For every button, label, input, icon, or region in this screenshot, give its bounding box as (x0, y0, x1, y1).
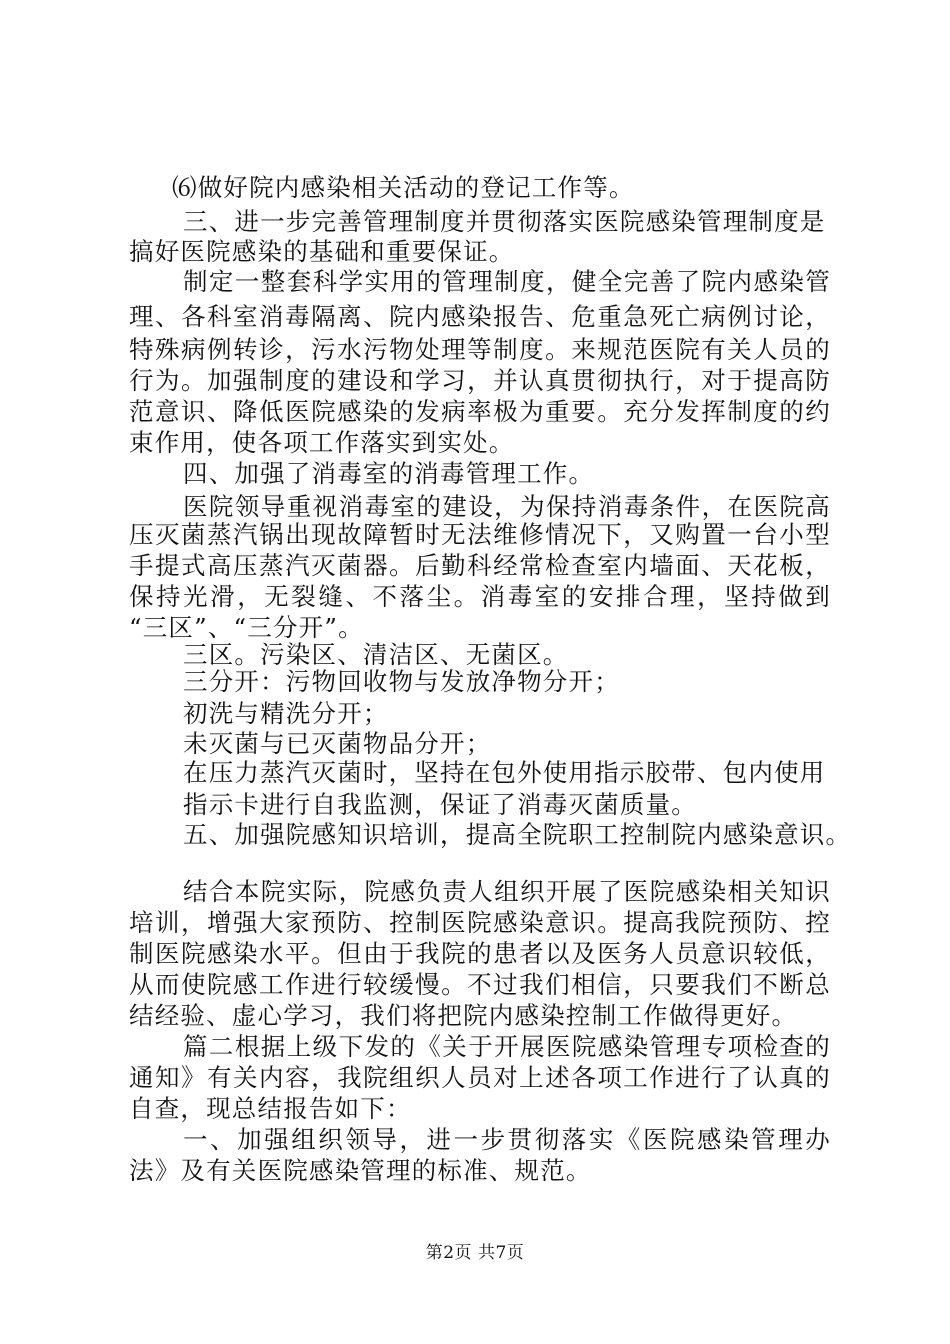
text-line: 三分开：污物回收物与发放净物分开； (183, 667, 620, 696)
text-line: ⑹做好院内感染相关活动的登记工作等。 (172, 173, 635, 202)
text-line: 理、各科室消毒隔离、院内感染报告、危重急死亡病例讨论， (129, 302, 831, 331)
text-line: 制医院感染水平。但由于我院的患者以及医务人员意识较低， (129, 939, 831, 968)
text-line: 五、加强院感知识培训，提高全院职工控制院内感染意识。 (183, 820, 852, 849)
page-footer: 第2页 共7页 (425, 1243, 525, 1263)
text-line: 在压力蒸汽灭菌时，坚持在包外使用指示胶带、包内使用 (183, 758, 826, 787)
text-line: 手提式高压蒸汽灭菌器。后勤科经常检查室内墙面、天花板， (129, 551, 831, 580)
text-line: 从而使院感工作进行较缓慢。不过我们相信，只要我们不断总 (129, 970, 831, 999)
text-line: 培训，增强大家预防、控制医院感染意识。提高我院预防、控 (129, 908, 831, 937)
text-line: 指示卡进行自我监测，保证了消毒灭菌质量。 (183, 790, 697, 819)
text-line: 通知》有关内容，我院组织人员对上述各项工作进行了认真的 (129, 1063, 831, 1092)
text-line: 法》及有关医院感染管理的标准、规范。 (129, 1156, 592, 1185)
text-line: 制定一整套科学实用的管理制度，健全完善了院内感染管 (183, 267, 831, 296)
text-line: 结经验、虚心学习，我们将把院内感染控制工作做得更好。 (129, 1001, 798, 1030)
text-line: 束作用，使各项工作落实到实处。 (129, 428, 515, 457)
text-line: 未灭菌与已灭菌物品分开； (183, 729, 492, 758)
text-line: 医院领导重视消毒室的建设，为保持消毒条件，在医院高 (183, 492, 831, 521)
text-line: 行为。加强制度的建设和学习，并认真贯彻执行，对于提高防 (129, 366, 831, 395)
text-line: 三区。污染区、清洁区、无菌区。 (183, 640, 569, 669)
text-line: 自查，现总结报告如下： (129, 1094, 412, 1123)
text-line: 范意识、降低医院感染的发病率极为重要。充分发挥制度的约 (129, 397, 831, 426)
text-line: 三、进一步完善管理制度并贯彻落实医院感染管理制度是 (183, 207, 826, 236)
text-line: 搞好医院感染的基础和重要保证。 (129, 237, 515, 266)
text-line: 压灭菌蒸汽锅出现故障暂时无法维修情况下，又购置一台小型 (129, 520, 831, 549)
text-line: 特殊病例转诊，污水污物处理等制度。来规范医院有关人员的 (129, 335, 831, 364)
text-line: 篇二根据上级下发的《关于开展医院感染管理专项检查的 (183, 1032, 831, 1061)
text-line: 四、加强了消毒室的消毒管理工作。 (183, 459, 595, 488)
text-line: 保持光滑，无裂缝、不落尘。消毒室的安排合理，坚持做到 (129, 582, 831, 611)
text-line: 结合本院实际，院感负责人组织开展了医院感染相关知识 (183, 877, 831, 906)
text-line: 初洗与精洗分开； (183, 699, 389, 728)
text-line: “三区”、“三分开”。 (129, 613, 364, 642)
text-line: 一、加强组织领导，进一步贯彻落实《医院感染管理办 (183, 1125, 831, 1154)
